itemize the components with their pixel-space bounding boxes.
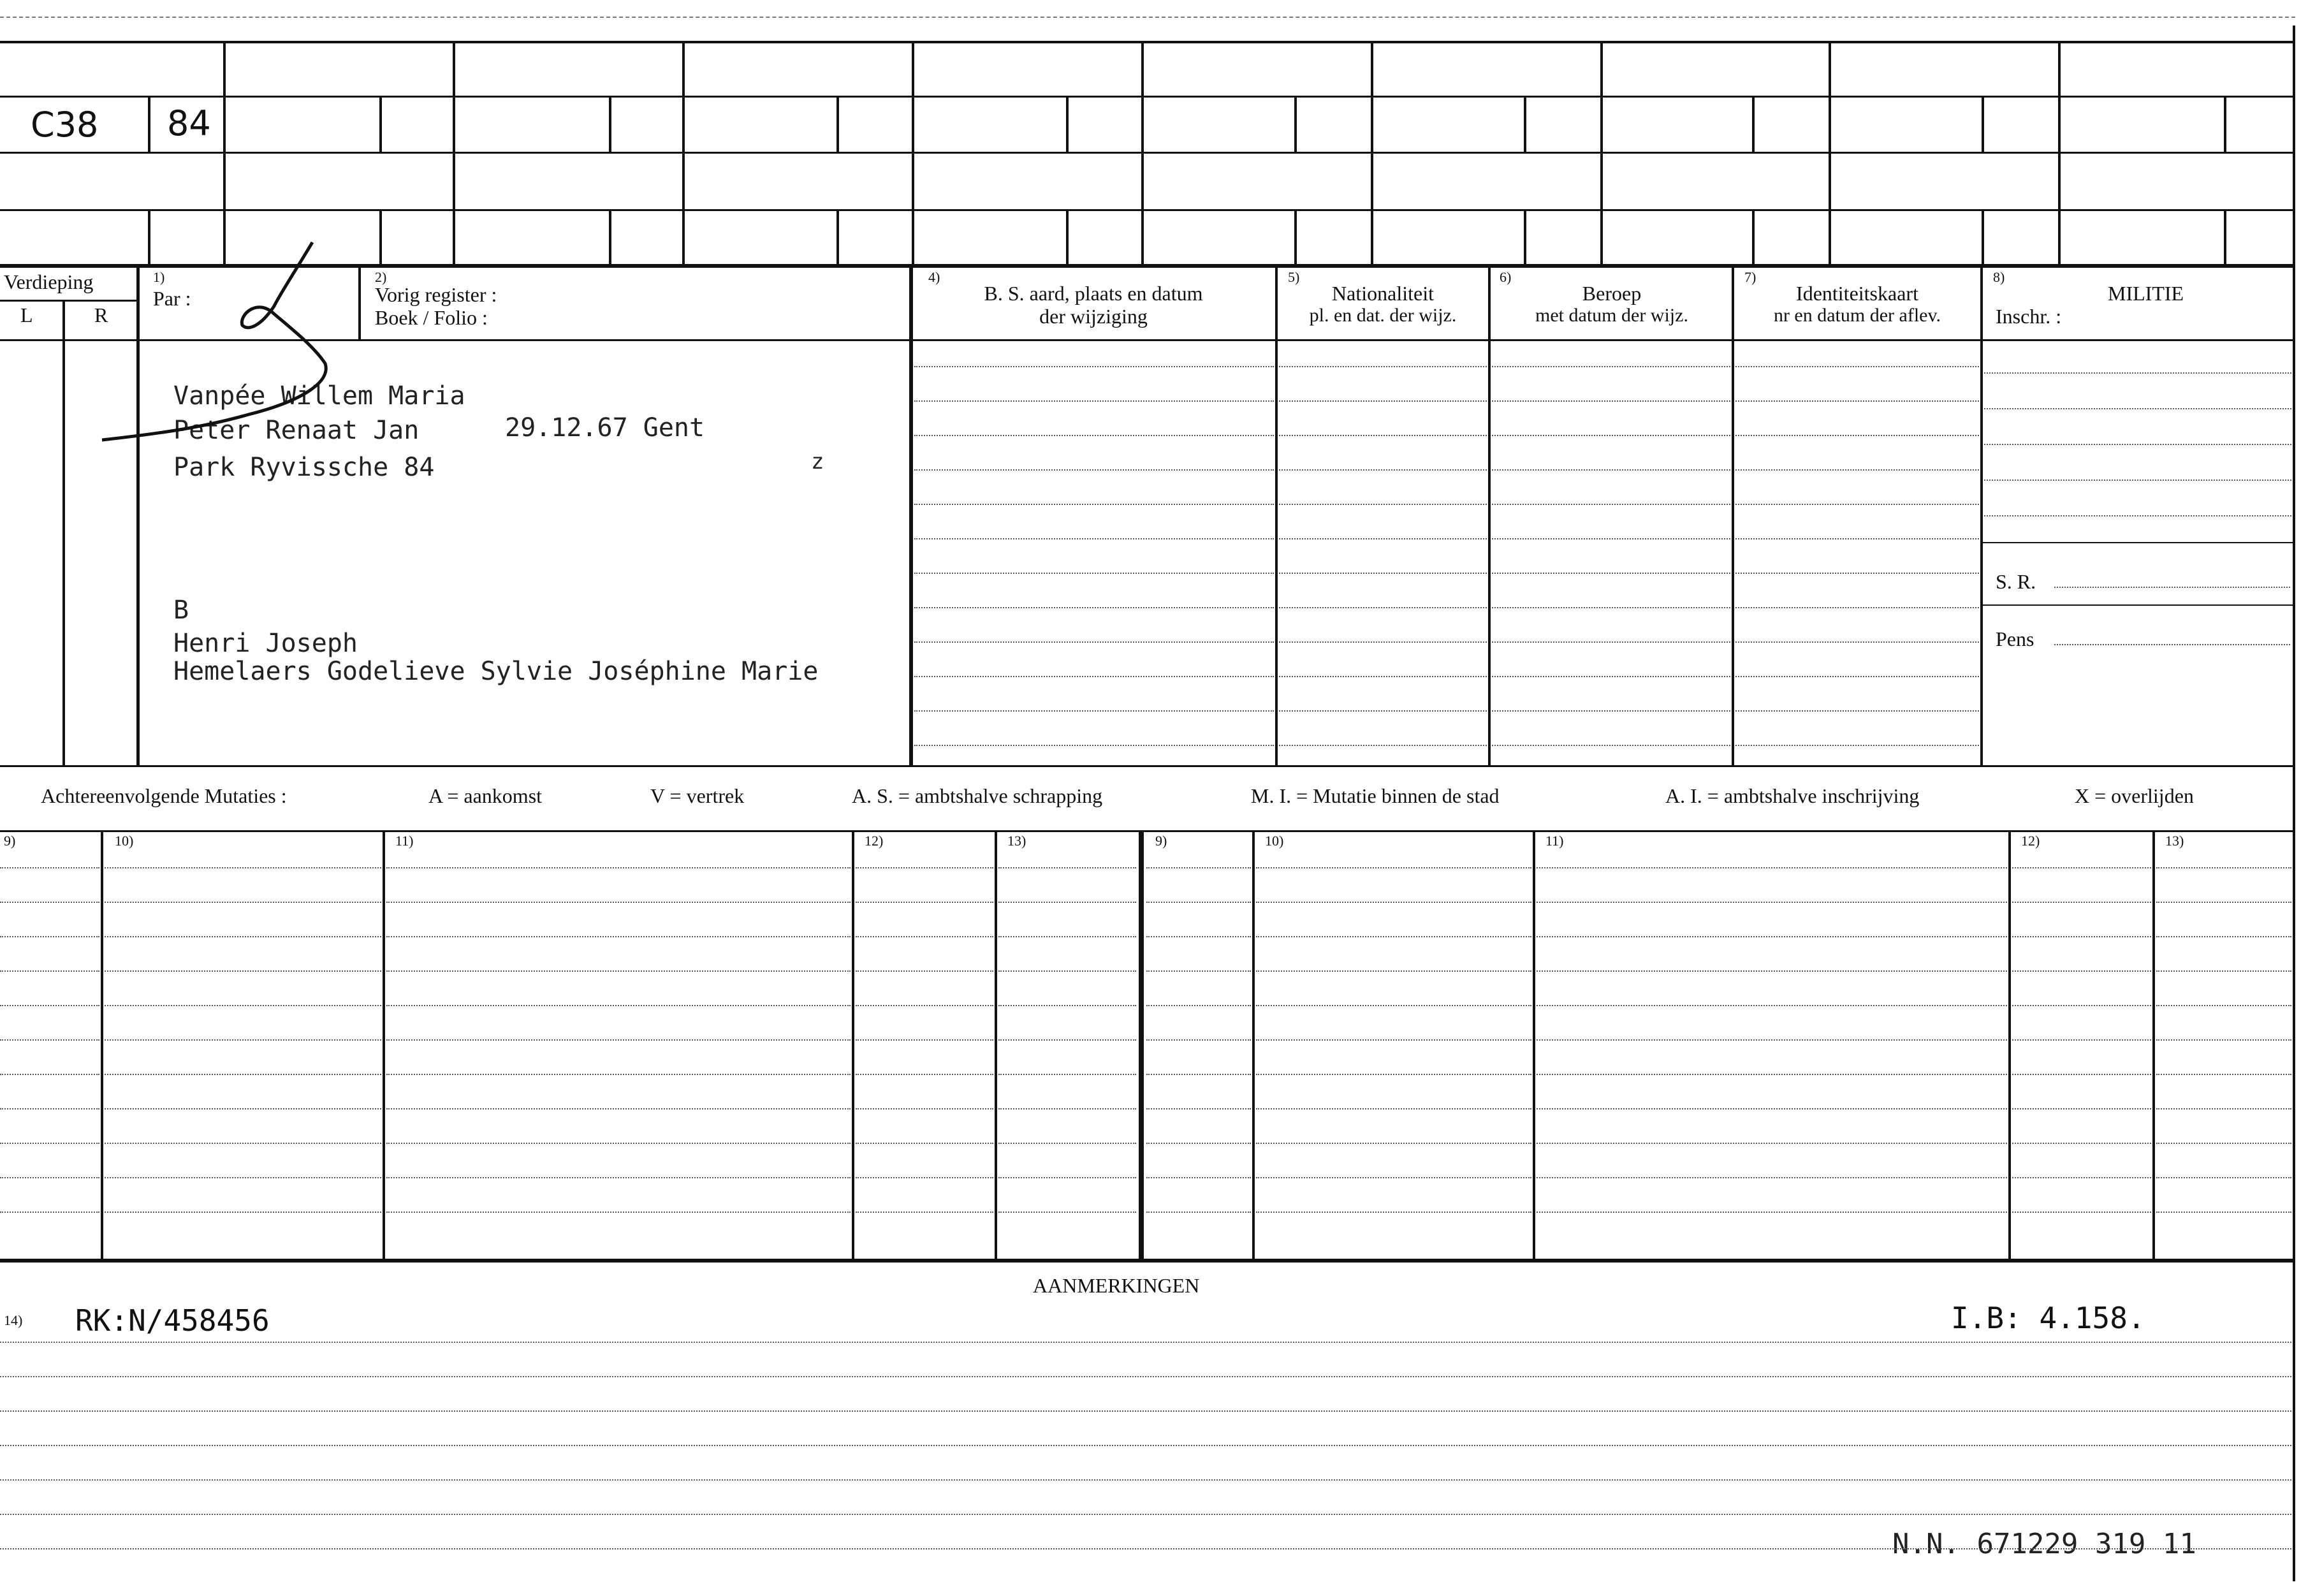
- rule: [1982, 96, 1984, 153]
- dotted-line: [914, 504, 1274, 505]
- rule: [0, 41, 2295, 43]
- col-num: 9): [1155, 833, 1167, 849]
- dotted-line: [1279, 676, 1487, 677]
- dotted-line: [1279, 607, 1487, 608]
- rule: [836, 209, 839, 265]
- rule: [1252, 830, 1255, 1259]
- dotted-line: [1537, 1108, 2007, 1109]
- dotted-line: [105, 1177, 381, 1178]
- dotted-line: [1537, 970, 2007, 972]
- dotted-line: [1256, 1039, 1531, 1041]
- dotted-line: [105, 1212, 381, 1213]
- entry-line-2: Peter Renaat Jan: [173, 416, 420, 445]
- dotted-line: [1492, 641, 1730, 643]
- dotted-line: [1256, 1005, 1531, 1006]
- dotted-line: [1279, 745, 1487, 746]
- dotted-line: [998, 936, 1136, 937]
- dotted-line: [1279, 641, 1487, 643]
- col-num: 13): [1007, 833, 1026, 849]
- dotted-line: [105, 1074, 381, 1075]
- dotted-line: [0, 867, 99, 868]
- dotted-line: [914, 710, 1274, 712]
- dotted-line: [2156, 1108, 2291, 1109]
- dotted-line: [2156, 970, 2291, 972]
- col-num: 10): [1265, 833, 1284, 849]
- dotted-line: [1735, 538, 1979, 539]
- nationaliteit-header: Nationaliteit: [1332, 282, 1434, 305]
- militie-header: MILITIE: [2108, 282, 2184, 305]
- rule: [609, 209, 611, 265]
- beroep-header-2: met datum der wijz.: [1535, 305, 1688, 326]
- rule: [1752, 96, 1755, 153]
- rule: [1980, 542, 2293, 543]
- dotted-line: [386, 1212, 851, 1213]
- dotted-line: [1146, 1005, 1251, 1006]
- col-num: 2): [375, 269, 387, 285]
- dotted-line: [856, 936, 993, 937]
- dotted-line: [856, 1039, 993, 1041]
- dotted-line: [1735, 435, 1979, 436]
- rk-number: RK:N/458456: [75, 1303, 270, 1338]
- dotted-line: [1256, 867, 1531, 868]
- dotted-line: [2012, 902, 2151, 903]
- dotted-line: [1537, 1074, 2007, 1075]
- dotted-line: [1492, 676, 1730, 677]
- dotted-line: [0, 1514, 2291, 1515]
- rule: [609, 96, 611, 153]
- dotted-line: [914, 573, 1274, 574]
- rule: [453, 41, 455, 265]
- dotted-line: [2156, 1143, 2291, 1144]
- dotted-line: [1256, 1143, 1531, 1144]
- dotted-line: [2012, 1177, 2151, 1178]
- dotted-line: [0, 1376, 2291, 1377]
- dotted-line: [105, 867, 381, 868]
- rule: [1980, 604, 2293, 606]
- dotted-line: [1256, 936, 1531, 937]
- rule: [2058, 41, 2061, 265]
- dotted-line: [1492, 710, 1730, 712]
- dotted-line: [1492, 469, 1730, 471]
- dotted-line: [1256, 970, 1531, 972]
- top-edge: [0, 17, 2295, 18]
- dotted-line: [1984, 444, 2291, 445]
- col-num: 4): [928, 269, 940, 285]
- dotted-line: [998, 1039, 1136, 1041]
- dotted-line: [386, 1177, 851, 1178]
- rule: [2008, 830, 2011, 1259]
- dotted-line: [2012, 1039, 2151, 1041]
- ib-number: I.B: 4.158.: [1951, 1301, 2145, 1335]
- rule: [1524, 96, 1526, 153]
- dotted-line: [2156, 1005, 2291, 1006]
- dotted-line: [998, 1108, 1136, 1109]
- dotted-line: [1279, 504, 1487, 505]
- dotted-line: [914, 607, 1274, 608]
- rule: [1294, 209, 1297, 265]
- col-num: 7): [1744, 269, 1757, 285]
- dotted-line: [2156, 1039, 2291, 1041]
- nn-number: N.N. 671229 319 11: [1892, 1528, 2196, 1560]
- identiteitskaart-header-2: nr en datum der aflev.: [1773, 305, 1941, 326]
- bs-header: B. S. aard, plaats en datum: [984, 282, 1203, 305]
- dotted-line: [1735, 710, 1979, 712]
- dotted-line: [105, 1143, 381, 1144]
- dotted-line: [2012, 1074, 2151, 1075]
- dotted-line: [0, 1108, 99, 1109]
- dotted-line: [1735, 366, 1979, 367]
- dotted-line: [2012, 1005, 2151, 1006]
- rule: [383, 830, 385, 1259]
- dotted-line: [1279, 469, 1487, 471]
- dotted-line: [386, 1039, 851, 1041]
- dotted-line: [914, 641, 1274, 643]
- dotted-line: [1984, 515, 2291, 516]
- rule: [1533, 830, 1535, 1259]
- dotted-line: [998, 1005, 1136, 1006]
- dotted-line: [2156, 902, 2291, 903]
- dotted-line: [0, 1177, 99, 1178]
- dotted-line: [386, 1005, 851, 1006]
- col-num: 11): [1545, 833, 1564, 849]
- dotted-line: [1146, 1039, 1251, 1041]
- dotted-line: [2012, 1143, 2151, 1144]
- dotted-line: [0, 1143, 99, 1144]
- rule: [379, 209, 382, 265]
- dotted-line: [1279, 710, 1487, 712]
- dotted-line: [856, 1177, 993, 1178]
- rule: [1732, 265, 1734, 765]
- dotted-line: [1537, 1177, 2007, 1178]
- dotted-line: [386, 1108, 851, 1109]
- dotted-line: [914, 435, 1274, 436]
- pens-label: Pens: [1996, 627, 2034, 650]
- rule: [0, 264, 2295, 268]
- dotted-line: [0, 936, 99, 937]
- rule: [2224, 96, 2226, 153]
- dotted-line: [856, 867, 993, 868]
- dotted-line: [2012, 1212, 2151, 1213]
- dotted-line: [914, 676, 1274, 677]
- rule: [1752, 209, 1755, 265]
- rule: [1371, 41, 1373, 265]
- sr-line: [2054, 587, 2290, 588]
- rule: [1275, 265, 1278, 765]
- pens-line: [2054, 644, 2290, 645]
- entry-mark-b: B: [173, 596, 189, 625]
- dotted-line: [2156, 936, 2291, 937]
- dotted-line: [1256, 1074, 1531, 1075]
- dotted-line: [1735, 676, 1979, 677]
- rule: [1829, 41, 1831, 265]
- rule: [1488, 265, 1491, 765]
- dotted-line: [914, 538, 1274, 539]
- rule: [0, 209, 2295, 211]
- dotted-line: [1146, 867, 1251, 868]
- legend-item: A = aankomst: [428, 784, 543, 807]
- dotted-line: [1984, 408, 2291, 409]
- dotted-line: [105, 936, 381, 937]
- dotted-line: [105, 970, 381, 972]
- legend-item: A. I. = ambtshalve inschrijving: [1665, 784, 1920, 807]
- col-num: 5): [1288, 269, 1300, 285]
- dotted-line: [386, 902, 851, 903]
- rule: [852, 830, 854, 1259]
- dotted-line: [0, 1445, 2291, 1446]
- rule: [2224, 209, 2226, 265]
- dotted-line: [1256, 1177, 1531, 1178]
- dotted-line: [0, 1548, 2291, 1549]
- dotted-line: [998, 1074, 1136, 1075]
- dotted-line: [1492, 538, 1730, 539]
- dotted-line: [1146, 970, 1251, 972]
- dotted-line: [1146, 1108, 1251, 1109]
- right-edge: [2293, 26, 2295, 1581]
- dotted-line: [0, 1479, 2291, 1481]
- floor-left-label: L: [20, 304, 33, 326]
- rule: [2152, 830, 2155, 1259]
- rule: [62, 300, 65, 765]
- rule: [682, 41, 685, 265]
- dotted-line: [1735, 504, 1979, 505]
- dotted-line: [105, 902, 381, 903]
- dotted-line: [1537, 1039, 2007, 1041]
- rule: [0, 339, 2295, 341]
- dotted-line: [1492, 400, 1730, 402]
- dotted-line: [1279, 538, 1487, 539]
- dotted-line: [856, 970, 993, 972]
- dotted-line: [856, 902, 993, 903]
- dotted-line: [998, 902, 1136, 903]
- dotted-line: [914, 745, 1274, 746]
- dotted-line: [0, 1005, 99, 1006]
- dotted-line: [386, 970, 851, 972]
- register-cell-1: C38: [31, 105, 99, 145]
- identiteitskaart-header: Identiteitskaart: [1796, 282, 1918, 305]
- rule: [1980, 265, 1983, 765]
- legend-item: X = overlijden: [2075, 784, 2194, 807]
- rule: [148, 96, 150, 153]
- nationaliteit-header-2: pl. en dat. der wijz.: [1309, 305, 1457, 326]
- rule: [1066, 96, 1069, 153]
- rule: [1524, 209, 1526, 265]
- rule: [358, 265, 361, 340]
- dotted-line: [2012, 970, 2151, 972]
- dotted-line: [998, 867, 1136, 868]
- dotted-line: [105, 1039, 381, 1041]
- dotted-line: [1279, 573, 1487, 574]
- rule: [1600, 41, 1603, 265]
- dotted-line: [1146, 902, 1251, 903]
- dotted-line: [1492, 435, 1730, 436]
- dotted-line: [1146, 1074, 1251, 1075]
- dotted-line: [1735, 745, 1979, 746]
- dotted-line: [0, 1410, 2291, 1412]
- col-num: 10): [115, 833, 134, 849]
- dotted-line: [1537, 867, 2007, 868]
- entry-address: Park Ryvissche 84: [173, 453, 435, 482]
- dotted-line: [1537, 1212, 2007, 1213]
- col-num: 9): [4, 833, 16, 849]
- dotted-line: [1984, 480, 2291, 481]
- floor-right-label: R: [94, 304, 108, 326]
- mutaties-title: Achtereenvolgende Mutaties :: [41, 784, 287, 807]
- boek-folio-label: Boek / Folio :: [375, 306, 488, 329]
- dotted-line: [1492, 607, 1730, 608]
- entry-birth: 29.12.67 Gent: [505, 413, 705, 443]
- dotted-line: [856, 1143, 993, 1144]
- dotted-line: [1256, 1108, 1531, 1109]
- dotted-line: [856, 1074, 993, 1075]
- dotted-line: [1984, 372, 2291, 374]
- aanmerkingen-title: AANMERKINGEN: [1033, 1274, 1200, 1297]
- legend-item: V = vertrek: [650, 784, 745, 807]
- dotted-line: [1735, 469, 1979, 471]
- inschr-label: Inschr. :: [1996, 305, 2062, 328]
- dotted-line: [105, 1108, 381, 1109]
- dotted-line: [914, 366, 1274, 367]
- dotted-line: [1735, 400, 1979, 402]
- dotted-line: [998, 970, 1136, 972]
- col-num: 1): [153, 269, 165, 285]
- dotted-line: [1146, 1177, 1251, 1178]
- dotted-line: [856, 1005, 993, 1006]
- col-num: 14): [4, 1312, 23, 1328]
- dotted-line: [2156, 867, 2291, 868]
- dotted-line: [0, 902, 99, 903]
- dotted-line: [0, 1039, 99, 1041]
- dotted-line: [386, 1143, 851, 1144]
- dotted-line: [2156, 1074, 2291, 1075]
- dotted-line: [0, 1342, 2291, 1343]
- entry-line-5: Hemelaers Godelieve Sylvie Joséphine Marie: [173, 657, 819, 686]
- rule: [101, 830, 103, 1259]
- rule: [0, 1259, 2295, 1263]
- rule: [0, 152, 2295, 154]
- dotted-line: [1146, 1212, 1251, 1213]
- col-num: 6): [1500, 269, 1512, 285]
- col-num: 8): [1993, 269, 2005, 285]
- dotted-line: [1256, 1212, 1531, 1213]
- dotted-line: [0, 970, 99, 972]
- rule: [995, 830, 997, 1259]
- entry-line-4: Henri Joseph: [173, 629, 358, 658]
- col-num: 11): [395, 833, 414, 849]
- dotted-line: [1537, 936, 2007, 937]
- dotted-line: [1492, 504, 1730, 505]
- entry-line-1: Vanpée Willem Maria: [173, 381, 465, 411]
- beroep-header: Beroep: [1582, 282, 1642, 305]
- rule: [1982, 209, 1984, 265]
- entry-mark-z: z: [811, 449, 824, 474]
- vorig-register-label: Vorig register :: [375, 283, 497, 306]
- dotted-line: [2156, 1177, 2291, 1178]
- verdieping-label: Verdieping: [4, 270, 94, 293]
- sr-label: S. R.: [1996, 570, 2036, 593]
- dotted-line: [1735, 641, 1979, 643]
- dotted-line: [1146, 936, 1251, 937]
- dotted-line: [1279, 400, 1487, 402]
- dotted-line: [914, 469, 1274, 471]
- rule: [912, 41, 914, 265]
- dotted-line: [1735, 573, 1979, 574]
- rule: [379, 96, 382, 153]
- dotted-line: [914, 400, 1274, 402]
- rule: [0, 96, 2295, 98]
- dotted-line: [998, 1212, 1136, 1213]
- handwritten-mark: [89, 236, 344, 453]
- dotted-line: [1537, 1005, 2007, 1006]
- dotted-line: [1735, 607, 1979, 608]
- legend-item: M. I. = Mutatie binnen de stad: [1251, 784, 1500, 807]
- register-cell-2: 84: [167, 103, 211, 143]
- dotted-line: [2012, 936, 2151, 937]
- dotted-line: [1146, 1143, 1251, 1144]
- rule: [909, 265, 913, 765]
- par-label: Par :: [153, 287, 191, 310]
- dotted-line: [105, 1005, 381, 1006]
- dotted-line: [1279, 366, 1487, 367]
- dotted-line: [2012, 867, 2151, 868]
- dotted-line: [856, 1212, 993, 1213]
- dotted-line: [1492, 573, 1730, 574]
- dotted-line: [0, 1212, 99, 1213]
- rule: [1139, 830, 1144, 1259]
- bs-header-2: der wijziging: [1039, 305, 1148, 328]
- rule: [0, 765, 2295, 767]
- dotted-line: [1279, 435, 1487, 436]
- dotted-line: [1537, 902, 2007, 903]
- rule: [1294, 96, 1297, 153]
- col-num: 13): [2165, 833, 2184, 849]
- dotted-line: [1492, 366, 1730, 367]
- rule: [1141, 41, 1144, 265]
- dotted-line: [2156, 1212, 2291, 1213]
- dotted-line: [998, 1143, 1136, 1144]
- dotted-line: [386, 1074, 851, 1075]
- rule: [836, 96, 839, 153]
- col-num: 12): [2021, 833, 2040, 849]
- dotted-line: [998, 1177, 1136, 1178]
- dotted-line: [0, 1074, 99, 1075]
- dotted-line: [1537, 1143, 2007, 1144]
- legend-item: A. S. = ambtshalve schrapping: [852, 784, 1103, 807]
- dotted-line: [1256, 902, 1531, 903]
- dotted-line: [1492, 745, 1730, 746]
- rule: [0, 830, 2295, 832]
- dotted-line: [386, 936, 851, 937]
- dotted-line: [856, 1108, 993, 1109]
- dotted-line: [386, 867, 851, 868]
- rule: [223, 41, 226, 265]
- col-num: 12): [865, 833, 884, 849]
- dotted-line: [2012, 1108, 2151, 1109]
- rule: [1066, 209, 1069, 265]
